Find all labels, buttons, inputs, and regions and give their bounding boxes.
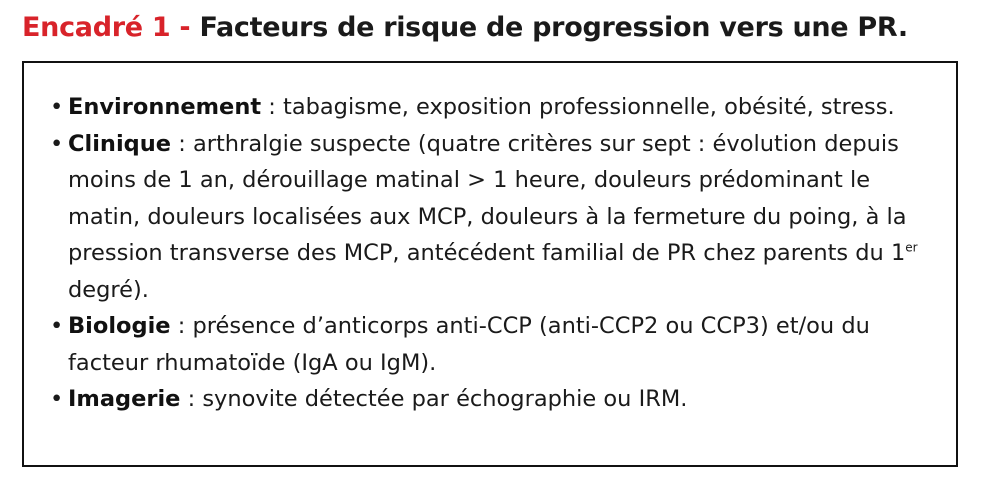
risk-factor-term: Imagerie <box>68 386 181 412</box>
ordinal-superscript: er <box>905 240 918 255</box>
risk-factor-list <box>44 89 934 418</box>
risk-factor-term: Biologie <box>68 313 171 339</box>
risk-factor-environment <box>44 89 934 126</box>
risk-factors-box <box>22 61 958 467</box>
risk-factor-clinical <box>44 126 934 309</box>
risk-factor-imaging <box>44 381 934 418</box>
risk-factor-term: Clinique <box>68 130 172 157</box>
risk-factor-description: : synovite détectée par échographie ou IRM. <box>180 386 688 412</box>
risk-factor-biology <box>44 308 934 381</box>
risk-factor-description: : présence d’anticorps anti-CCP (anti-CCP2 ou CCP3) et/ou du facteur rhumatoïde (IgA ou IgM). <box>68 313 870 376</box>
risk-factor-description: : arthralgie suspecte (quatre critères sur sept : évolution depuis moins de 1 an, dérouillage matinal > 1 heure, douleurs prédominant le matin, douleurs localisées aux MCP, douleurs à la fermeture du poing, à la pression transverse des MCP, antécédent familial de PR chez parents du 1 <box>68 130 907 266</box>
bullet: • <box>50 94 64 120</box>
box-heading <box>22 12 908 43</box>
box-number-label: Encadré 1 - <box>22 12 191 43</box>
risk-factor-term: Environnement <box>68 94 262 120</box>
bullet: • <box>50 313 64 339</box>
bullet: • <box>50 130 64 157</box>
risk-factor-description: : tabagisme, exposition professionnelle, obésité, stress. <box>261 94 895 120</box>
risk-factor-description-end: degré). <box>68 276 149 303</box>
bullet: • <box>50 386 64 412</box>
box-title: Facteurs de risque de progression vers une PR. <box>199 12 908 43</box>
